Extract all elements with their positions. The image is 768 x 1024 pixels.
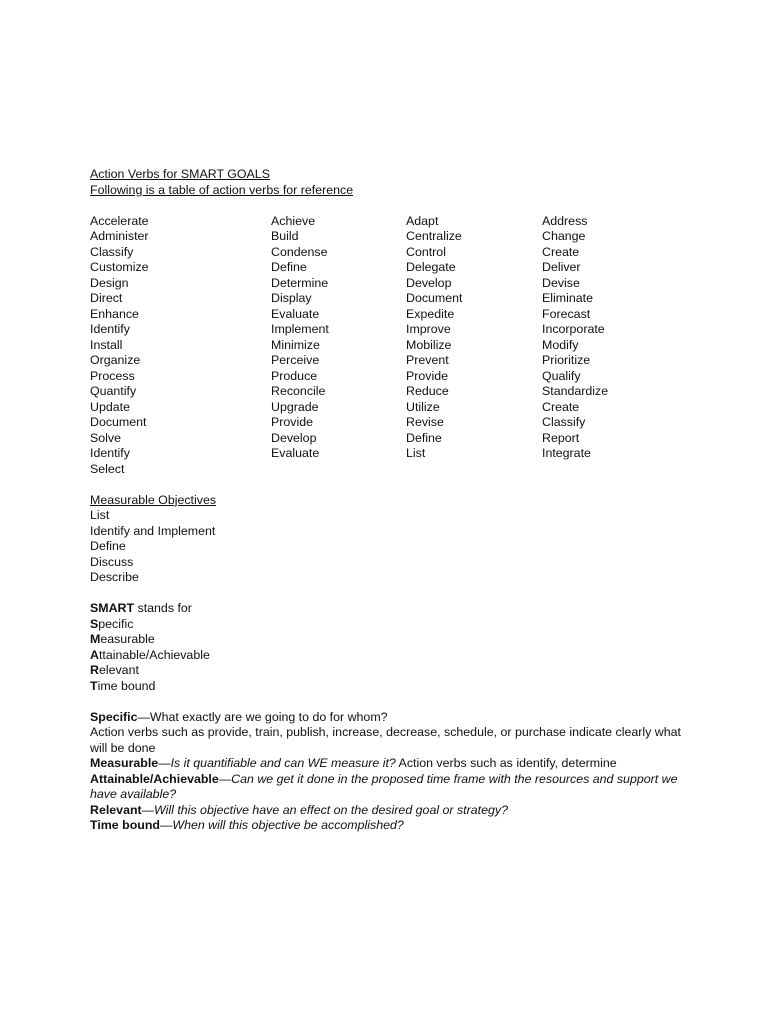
verb-item: Prevent bbox=[406, 353, 449, 367]
verb-item: Achieve bbox=[271, 213, 316, 228]
verb-item: Address bbox=[542, 213, 588, 228]
measurable-question: Is it quantifiable and can WE measure it? bbox=[170, 756, 396, 770]
smart-letter-item bbox=[90, 663, 690, 679]
specific-label: Specific bbox=[90, 709, 138, 724]
verb-item: Quantify bbox=[90, 384, 137, 398]
verb-item: Forecast bbox=[542, 306, 591, 321]
verb-item: Display bbox=[271, 291, 312, 305]
verb-item: Provide bbox=[271, 415, 314, 429]
verb-item: Deliver bbox=[542, 260, 581, 274]
verb-item: Change bbox=[542, 229, 586, 243]
smart-letter-item bbox=[90, 617, 690, 633]
verb-item: Reduce bbox=[406, 384, 449, 398]
smart-word-rest: easurable bbox=[100, 632, 155, 646]
verb-item: Solve bbox=[90, 430, 121, 445]
attainable-dash: — bbox=[218, 771, 232, 786]
page-title: Action Verbs for SMART GOALS bbox=[90, 167, 270, 181]
verb-item: Identify bbox=[90, 322, 130, 336]
specific-note: Action verbs such as provide, train, publish, increase, decrease, schedule, or purchase indicate clearly what will be done bbox=[90, 725, 681, 755]
verb-column-2 bbox=[271, 214, 329, 462]
verb-item: Eliminate bbox=[542, 291, 593, 305]
relevant-label: Relevant bbox=[90, 802, 142, 817]
verb-item: Provide bbox=[406, 368, 449, 383]
smart-word-rest: ttainable/Achievable bbox=[98, 647, 210, 662]
verb-item: Create bbox=[542, 399, 580, 414]
smart-acronym-list bbox=[90, 617, 690, 695]
verb-item: Evaluate bbox=[271, 306, 320, 321]
verb-item: Customize bbox=[90, 260, 149, 274]
definition-time-bound bbox=[90, 818, 690, 834]
verb-item: Develop bbox=[406, 275, 452, 290]
verb-item: Create bbox=[542, 244, 580, 259]
verb-item: Expedite bbox=[406, 306, 455, 321]
verb-item: Implement bbox=[271, 322, 329, 336]
smart-word-rest: elevant bbox=[98, 663, 139, 677]
definition-relevant bbox=[90, 803, 690, 819]
smart-letter: R bbox=[90, 663, 99, 677]
verb-item: Define bbox=[271, 260, 307, 274]
verb-item: Utilize bbox=[406, 399, 440, 414]
verb-item: Perceive bbox=[271, 353, 320, 367]
smart-intro-rest: stands for bbox=[134, 601, 192, 615]
verb-item: Adapt bbox=[406, 213, 439, 228]
measurable-dash: — bbox=[158, 756, 171, 770]
verb-item: Condense bbox=[271, 244, 328, 259]
verb-item: Centralize bbox=[406, 229, 462, 243]
verb-item: Integrate bbox=[542, 446, 591, 460]
measurable-objective-item: Discuss bbox=[90, 554, 134, 569]
relevant-question: Will this objective have an effect on the desired goal or strategy? bbox=[154, 802, 508, 817]
verb-item: Classify bbox=[542, 415, 586, 429]
verb-item: Determine bbox=[271, 275, 329, 290]
verb-item: Report bbox=[542, 430, 580, 445]
verb-item: Delegate bbox=[406, 260, 456, 274]
smart-letter-item bbox=[90, 679, 690, 695]
verb-item: Accelerate bbox=[90, 213, 149, 228]
verb-item: Document bbox=[90, 415, 147, 429]
verb-item: Minimize bbox=[271, 337, 320, 352]
verb-item: Update bbox=[90, 399, 130, 414]
verb-item: Install bbox=[90, 337, 123, 352]
verb-item: Process bbox=[90, 368, 135, 383]
smart-word-rest: ime bound bbox=[97, 678, 156, 693]
timebound-label: Time bound bbox=[90, 818, 160, 832]
verb-item: Revise bbox=[406, 415, 444, 429]
verb-item: Select bbox=[90, 461, 125, 476]
verb-item: List bbox=[406, 446, 426, 460]
verb-column-1 bbox=[90, 214, 149, 478]
verb-item: Administer bbox=[90, 229, 149, 243]
timebound-question: When will this objective be accomplished? bbox=[172, 818, 404, 832]
verb-item: Evaluate bbox=[271, 446, 320, 460]
attainable-label: Attainable/Achievable bbox=[90, 771, 219, 786]
verb-item: Organize bbox=[90, 353, 141, 367]
page-subtitle: Following is a table of action verbs for reference bbox=[90, 182, 354, 197]
verb-item: Upgrade bbox=[271, 399, 319, 414]
smart-letter-item bbox=[90, 648, 690, 664]
definition-measurable bbox=[90, 756, 690, 772]
measurable-objective-item: Describe bbox=[90, 570, 139, 584]
action-verbs-table bbox=[90, 214, 690, 477]
measurable-objective-item: List bbox=[90, 508, 110, 522]
verb-item: Direct bbox=[90, 291, 123, 305]
measurable-objective-item: Define bbox=[90, 539, 126, 553]
verb-column-4 bbox=[542, 214, 608, 462]
measurable-rest: Action verbs such as identify, determine bbox=[395, 756, 617, 770]
smart-letter: T bbox=[90, 678, 98, 693]
verb-item: Prioritize bbox=[542, 353, 591, 367]
smart-letter: S bbox=[90, 616, 99, 631]
definition-specific bbox=[90, 710, 690, 726]
attainable-question: Can we get it done in the proposed time frame with the resources and support we have available? bbox=[90, 771, 678, 801]
verb-item: Reconcile bbox=[271, 384, 326, 398]
measurable-objectives-list bbox=[90, 508, 690, 586]
verb-item: Control bbox=[406, 244, 446, 259]
verb-item: Design bbox=[90, 275, 129, 290]
measurable-label: Measurable bbox=[90, 756, 159, 770]
verb-item: Build bbox=[271, 229, 299, 243]
relevant-dash: — bbox=[141, 802, 155, 817]
definition-attainable bbox=[90, 772, 690, 803]
measurable-objective-item: Identify and Implement bbox=[90, 523, 216, 538]
smart-letter-item bbox=[90, 632, 690, 648]
verb-item: Devise bbox=[542, 275, 580, 290]
verb-item: Document bbox=[406, 291, 463, 305]
smart-word-rest: pecific bbox=[98, 616, 134, 631]
smart-intro-bold: SMART bbox=[90, 601, 135, 615]
verb-item: Define bbox=[406, 430, 442, 445]
verb-item: Mobilize bbox=[406, 337, 452, 352]
smart-letter: M bbox=[90, 632, 101, 646]
specific-text: —What exactly are we going to do for whom? bbox=[137, 709, 388, 724]
verb-item: Identify bbox=[90, 446, 130, 460]
measurable-objectives-heading: Measurable Objectives bbox=[90, 492, 217, 507]
smart-letter: A bbox=[90, 647, 99, 662]
verb-item: Develop bbox=[271, 430, 317, 445]
verb-item: Modify bbox=[542, 337, 579, 352]
verb-item: Improve bbox=[406, 322, 451, 336]
verb-item: Standardize bbox=[542, 384, 609, 398]
verb-item: Classify bbox=[90, 244, 134, 259]
timebound-dash: — bbox=[159, 818, 173, 832]
document-body bbox=[90, 167, 690, 834]
verb-item: Enhance bbox=[90, 306, 139, 321]
verb-item: Incorporate bbox=[542, 322, 605, 336]
verb-item: Qualify bbox=[542, 368, 581, 383]
smart-intro bbox=[90, 601, 690, 617]
verb-item: Produce bbox=[271, 368, 318, 383]
verb-column-3 bbox=[406, 214, 462, 462]
